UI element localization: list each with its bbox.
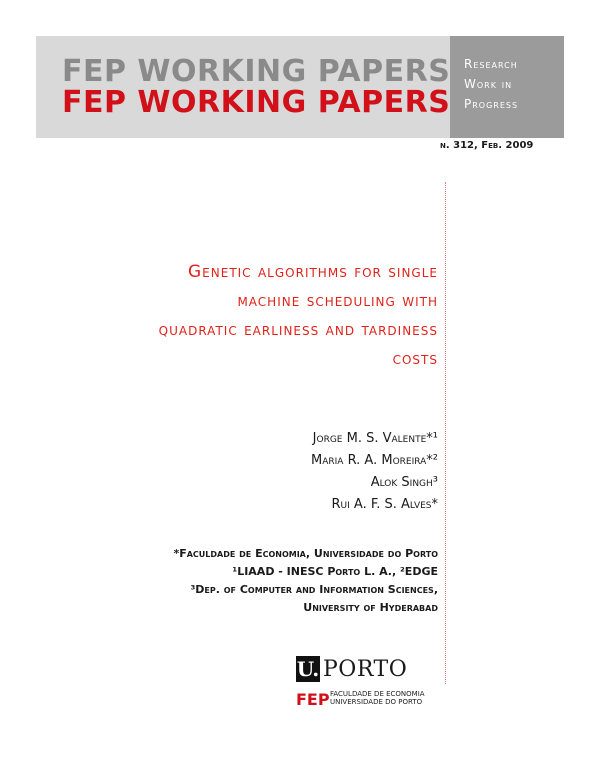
series-title-block (36, 36, 450, 138)
affiliation-line: ³Dep. of Computer and Information Sciences, (190, 583, 438, 596)
faculty-line: FACULDADE DE ECONOMIA (330, 690, 425, 698)
category-line: Progress (464, 97, 519, 111)
issue-number: n. 312, Feb. 2009 (440, 140, 534, 151)
category-label (464, 54, 518, 114)
author: Maria R. A. Moreira*² (311, 453, 438, 468)
affiliations (173, 545, 438, 617)
affiliation-line: *Faculdade de Economia, Universidade do Porto (173, 547, 438, 560)
faculty-name (330, 690, 425, 706)
dotted-divider (445, 182, 446, 684)
paper-title (18, 258, 438, 374)
series-title: FEP WORKING PAPERS (62, 85, 451, 120)
author: Rui A. F. S. Alves* (331, 497, 438, 512)
author-list (311, 428, 438, 516)
u-letter-box: U. (296, 657, 320, 681)
category-line: Research (464, 57, 518, 71)
title-line: machine scheduling with (237, 291, 438, 311)
header-banner (36, 36, 564, 138)
author: Alok Singh³ (370, 475, 438, 490)
university-logo (296, 656, 456, 716)
author: Jorge M. S. Valente*¹ (312, 431, 438, 446)
title-line: quadratic earliness and tardiness (158, 320, 438, 340)
affiliation-line: ¹LIAAD - INESC Porto L. A., ²EDGE (232, 565, 438, 578)
title-line: costs (392, 349, 438, 369)
category-panel (450, 36, 564, 138)
affiliation-line: University of Hyderabad (303, 601, 438, 614)
faculty-line: UNIVERSIDADE DO PORTO (330, 698, 423, 706)
series-title-shadow: FEP WORKING PAPERS (62, 54, 451, 89)
porto-wordmark: PORTO (323, 656, 408, 682)
title-line: Genetic algorithms for single (188, 262, 438, 282)
uporto-logo (296, 656, 407, 682)
category-line: Work in (464, 77, 513, 91)
fep-wordmark: FEP (296, 690, 330, 709)
